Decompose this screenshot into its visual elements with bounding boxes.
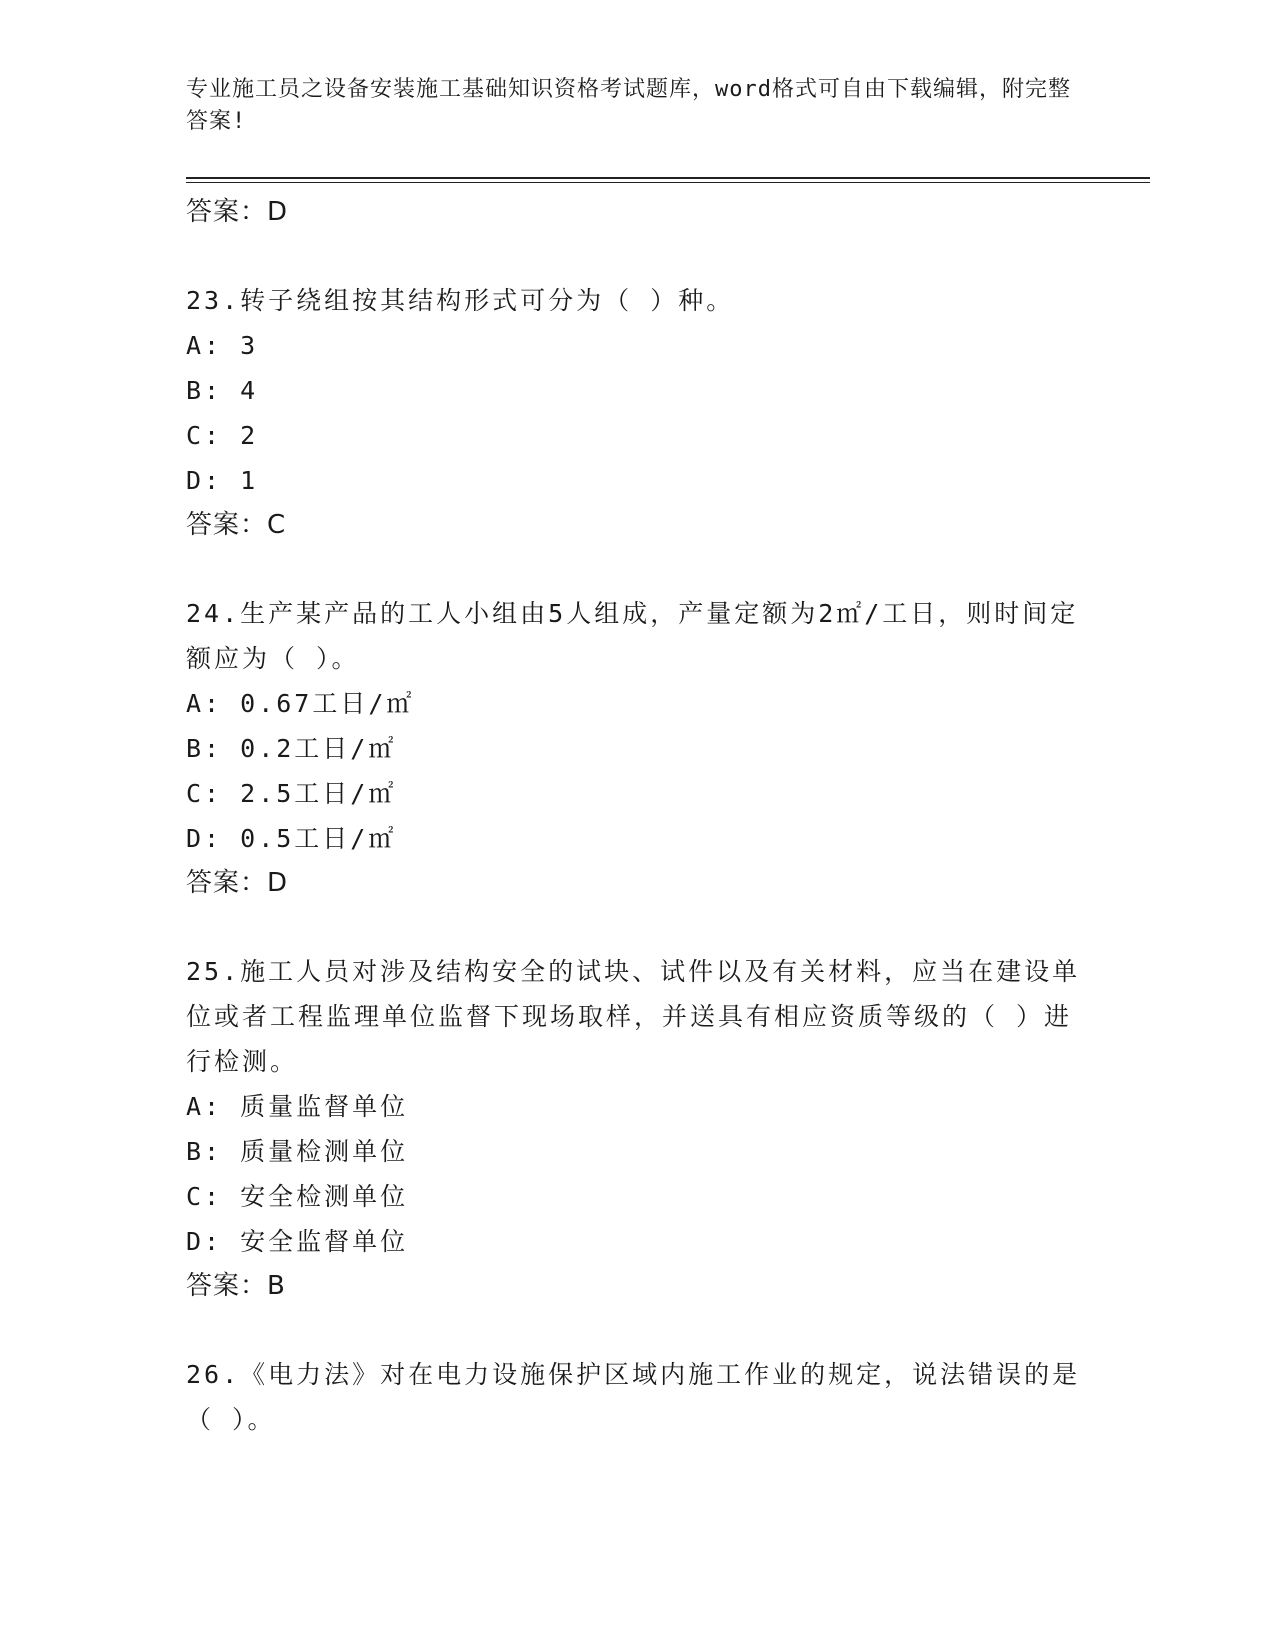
question-stem: 23.转子绕组按其结构形式可分为（ ）种。 (186, 286, 735, 315)
header-divider-thin (186, 182, 1150, 183)
option-b: B: 0.2工日/㎡ (186, 734, 397, 763)
spacer (186, 1308, 1086, 1352)
question-stem: 24.生产某产品的工人小组由5人组成，产量定额为2㎡/工日，则时间定额应为（ ）。 (186, 599, 1079, 673)
question-stem: 25.施工人员对涉及结构安全的试块、试件以及有关材料，应当在建设单位或者工程监理单位监督下现场取样，并送具有相应资质等级的（ ）进行检测。 (186, 957, 1081, 1076)
option-b: B: 质量检测单位 (186, 1137, 409, 1166)
answer-label: 答案：C (186, 510, 287, 540)
answer-label: 答案：B (186, 1271, 286, 1301)
header-divider-thick (186, 177, 1150, 179)
spacer (186, 547, 1086, 591)
option-a: A: 3 (186, 331, 259, 360)
question-block-25 (186, 949, 1086, 1308)
option-a: A: 质量监督单位 (186, 1092, 409, 1121)
option-c: C: 2.5工日/㎡ (186, 779, 397, 808)
question-list (186, 190, 1086, 1442)
spacer (186, 234, 1086, 278)
answer-label: 答案：D (186, 868, 289, 898)
option-b: B: 4 (186, 376, 259, 405)
option-c: C: 2 (186, 421, 259, 450)
option-d: D: 0.5工日/㎡ (186, 824, 397, 853)
question-stem: 26.《电力法》对在电力设施保护区域内施工作业的规定，说法错误的是（ ）。 (186, 1360, 1081, 1434)
option-d: D: 1 (186, 466, 259, 495)
spacer (186, 905, 1086, 949)
answer-previous: 答案：D (186, 197, 289, 227)
question-block-24 (186, 591, 1086, 905)
question-block-23 (186, 278, 1086, 547)
question-block-26 (186, 1352, 1086, 1442)
option-d: D: 安全监督单位 (186, 1227, 409, 1256)
document-header: 专业施工员之设备安装施工基础知识资格考试题库，word格式可自由下载编辑，附完整答案! (186, 77, 1071, 134)
option-c: C: 安全检测单位 (186, 1182, 409, 1211)
option-a: A: 0.67工日/㎡ (186, 689, 415, 718)
